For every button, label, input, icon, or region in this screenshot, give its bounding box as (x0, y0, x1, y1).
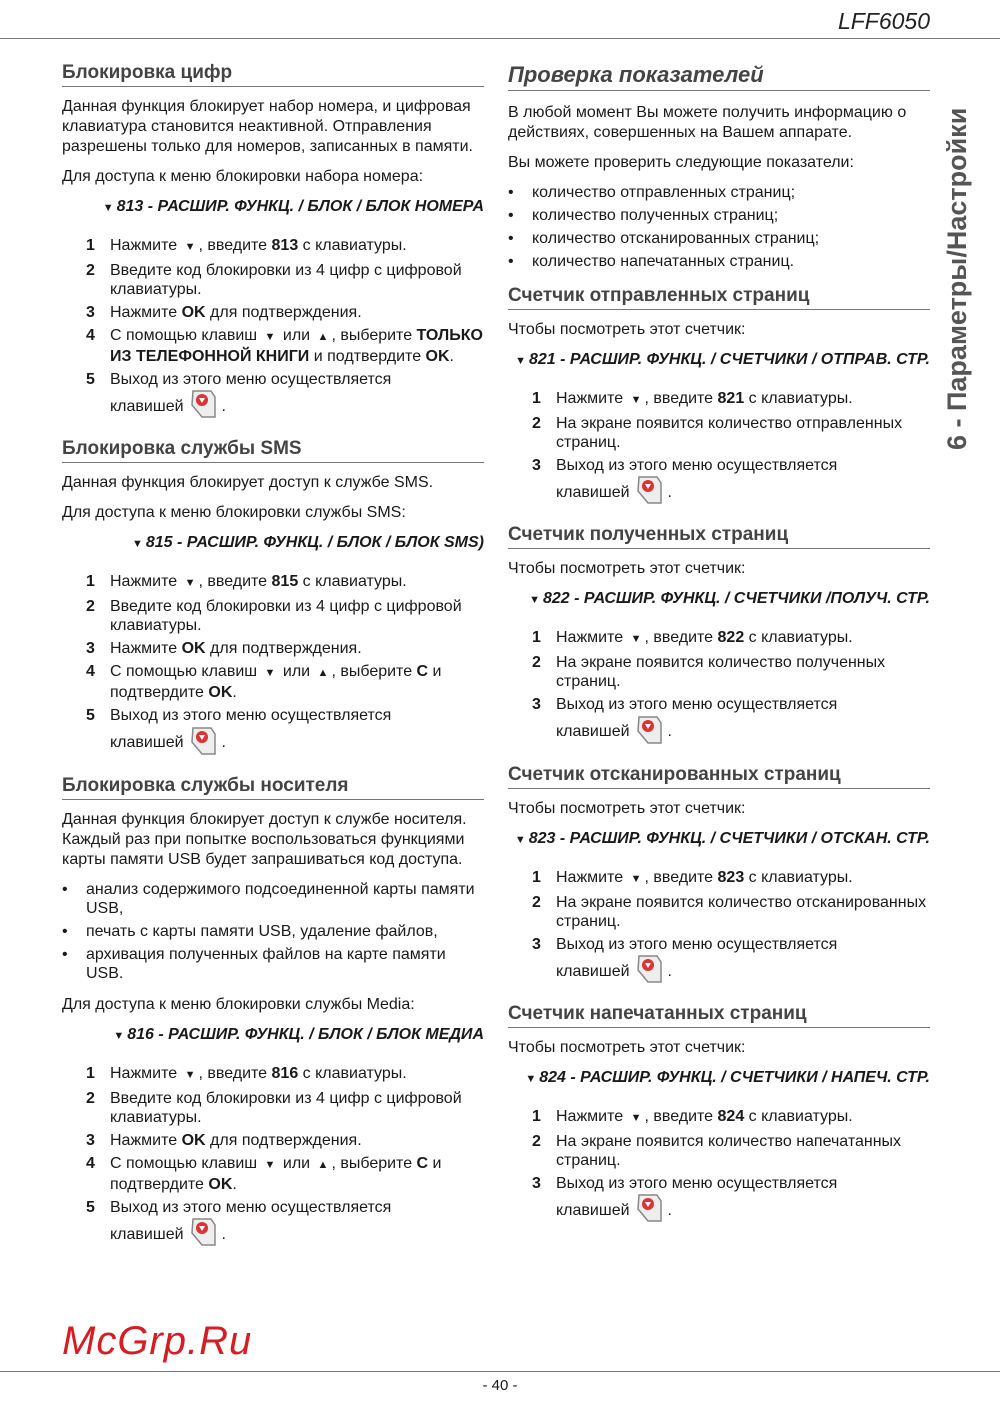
step-text: Выход из этого меню осуществляется (556, 1174, 838, 1192)
step-number: 3 (532, 935, 541, 953)
step-text: Введите код блокировки из 4 цифр с цифровой клавиатуры. (110, 1089, 462, 1126)
bullet-item: • количество полученных страниц; (508, 206, 930, 225)
arrow-down-icon: ▼ (630, 1111, 642, 1124)
section-heading: Блокировка цифр (62, 62, 484, 87)
step-text: Нажмите (110, 1064, 182, 1082)
step-number: 1 (532, 629, 541, 647)
bullet-list (62, 880, 484, 983)
paragraph: Для доступа к меню блокировки набора номера: (62, 168, 424, 185)
menu-path (508, 589, 930, 610)
step-text: На экране появится количество полученных страниц. (556, 654, 886, 691)
menu-path-text: 815 - РАСШИР. ФУНКЦ. / БЛОК / БЛОК SMS) (145, 534, 484, 552)
step-text: На экране появится количество напечатанных страниц. (556, 1132, 902, 1169)
arrow-down-icon: ▼ (529, 594, 540, 607)
steps-list (86, 236, 484, 424)
step-item (86, 326, 484, 366)
menu-path (508, 350, 930, 371)
step-number: 3 (86, 1131, 95, 1149)
menu-path-text: 824 - РАСШИР. ФУНКЦ. / СЧЕТЧИКИ / НАПЕЧ. СТР. (539, 1068, 930, 1086)
steps-list (532, 1107, 930, 1228)
step-number: 2 (532, 1132, 541, 1150)
arrow-down-icon: ▼ (184, 1068, 196, 1081)
step-text: . (221, 734, 226, 752)
menu-path-text: 821 - РАСШИР. ФУНКЦ. / СЧЕТЧИКИ / ОТПРАВ. СТР. (528, 351, 930, 368)
step-text: или (278, 327, 315, 344)
step-text: Нажмите (556, 390, 628, 407)
step-text: Нажмите (110, 640, 182, 658)
step-bold-text: 815 (271, 573, 299, 591)
arrow-up-icon: ▲ (317, 331, 329, 343)
step-item (86, 261, 484, 299)
menu-path (62, 197, 484, 218)
arrow-down-icon: ▼ (184, 241, 196, 253)
section (62, 62, 484, 424)
step-text: . (232, 1175, 237, 1193)
step-number: 2 (86, 262, 95, 279)
step-item (86, 370, 484, 424)
step-number: 3 (86, 304, 95, 321)
right-column (508, 62, 930, 1242)
step-text: или (278, 663, 315, 681)
arrow-up-icon: ▲ (317, 667, 329, 680)
step-number: 4 (86, 1154, 95, 1172)
step-item (86, 303, 484, 322)
step-text: Нажмите (556, 868, 628, 886)
step-item (86, 1089, 484, 1127)
step-text: Выход из этого меню осуществляется (556, 696, 838, 714)
section-heading: Проверка показателей (508, 62, 930, 91)
step-number: 5 (86, 707, 95, 725)
step-text: клавишей (556, 723, 630, 741)
step-text: Нажмите (110, 573, 182, 591)
step-text: На экране появится количество отсканированных страниц. (556, 893, 927, 930)
step-text: Выход из этого меню осуществляется (110, 371, 392, 388)
step-number: 3 (532, 696, 541, 714)
step-text: Нажмите (110, 1131, 182, 1149)
stop-key-icon (190, 389, 216, 424)
step-item (532, 695, 930, 749)
step-number: 1 (532, 868, 541, 886)
steps-list (532, 628, 930, 749)
arrow-down-icon: ▼ (515, 355, 526, 367)
step-text: и подтвердите (309, 348, 426, 365)
paragraph: Чтобы посмотреть этот счетчик: (508, 799, 746, 817)
paragraph: Чтобы посмотреть этот счетчик: (508, 560, 746, 578)
step-text: и подтвердите (110, 663, 442, 702)
step-text: с клавиатуры. (744, 629, 853, 647)
step-item (532, 868, 930, 889)
step-bold-text: 824 (717, 1107, 745, 1125)
step-number: 2 (532, 893, 541, 911)
model-name: LFF6050 (837, 8, 930, 34)
menu-path-text: 816 - РАСШИР. ФУНКЦ. / БЛОК / БЛОК МЕДИА (127, 1025, 484, 1043)
step-item (532, 456, 930, 510)
bullet-item: • количество отправленных страниц; (508, 183, 930, 202)
step-text: клавишей (556, 484, 630, 501)
menu-path (62, 533, 484, 554)
section (62, 438, 484, 760)
section (508, 1003, 930, 1228)
step-text: . (667, 1201, 672, 1219)
step-text: Нажмите (110, 237, 182, 254)
step-text: С помощью клавиш (110, 327, 262, 344)
footer-rule (0, 1371, 1000, 1372)
step-number: 2 (532, 654, 541, 672)
step-number: 3 (532, 1174, 541, 1192)
step-text: . (449, 348, 454, 365)
section (508, 62, 930, 271)
step-bold-text: OK (181, 304, 206, 321)
step-item (86, 1198, 484, 1252)
paragraph: В любой момент Вы можете получить информацию о действиях, совершенных на Вашем аппарате. (508, 104, 907, 141)
step-text: . (232, 684, 237, 702)
step-text: клавишей (110, 734, 184, 752)
arrow-down-icon: ▼ (264, 667, 276, 680)
step-text: . (221, 398, 226, 415)
step-bold-text: OK (181, 640, 206, 658)
step-item (86, 1064, 484, 1085)
section-heading: Блокировка службы SMS (62, 438, 484, 463)
step-bold-text: 816 (271, 1064, 299, 1082)
step-text: с клавиатуры. (744, 868, 853, 886)
menu-path (62, 1025, 484, 1046)
step-text: . (221, 1225, 226, 1243)
stop-key-icon (190, 1217, 216, 1252)
step-number: 5 (86, 1198, 95, 1216)
step-bold-text: OK (181, 1131, 206, 1149)
step-text: Выход из этого меню осуществляется (556, 457, 838, 474)
bullet-item: • количество напечатанных страниц. (508, 252, 930, 271)
bullet-list (508, 183, 930, 271)
menu-path (508, 1068, 930, 1089)
step-number: 1 (86, 237, 95, 254)
step-item (86, 572, 484, 593)
step-bold-text: OK (425, 348, 450, 365)
arrow-down-icon: ▼ (113, 1029, 125, 1042)
step-text: Введите код блокировки из 4 цифр с цифровой клавиатуры. (110, 262, 462, 298)
step-text: , введите (198, 1064, 272, 1082)
stop-key-icon (636, 954, 662, 989)
arrow-down-icon: ▼ (514, 833, 526, 846)
step-text: Нажмите (556, 629, 628, 647)
step-item (532, 935, 930, 989)
left-column (62, 62, 484, 1266)
step-text: На экране появится количество отправленных страниц. (556, 415, 903, 451)
step-item (532, 893, 930, 931)
paragraph: Данная функция блокирует доступ к службе SMS. (62, 474, 434, 492)
section (508, 524, 930, 749)
arrow-down-icon: ▼ (131, 538, 143, 551)
menu-path (508, 829, 930, 850)
section (508, 764, 930, 989)
step-bold-text: 813 (271, 237, 299, 254)
section-heading: Счетчик напечатанных страниц (508, 1003, 930, 1028)
step-bold-text: ТОЛЬКО ИЗ ТЕЛЕФОННОЙ КНИГИ (110, 327, 483, 365)
section (62, 775, 484, 1252)
arrow-down-icon: ▼ (102, 202, 114, 214)
step-text: Нажмите (110, 304, 182, 321)
step-text: С помощью клавиш (110, 663, 262, 681)
step-text: Введите код блокировки из 4 цифр с цифровой клавиатуры. (110, 598, 462, 635)
step-text: Выход из этого меню осуществляется (110, 1198, 392, 1216)
step-text: . (667, 484, 672, 501)
step-text: для подтверждения. (205, 640, 362, 658)
step-text: , выберите (331, 663, 417, 681)
paragraph: Данная функция блокирует набор номера, и цифровая клавиатура становится неактивной. Отправления разрешены только для номеров, записанных в памяти. (62, 98, 473, 155)
step-text: клавишей (110, 398, 184, 415)
step-text: с клавиатуры. (298, 237, 407, 254)
step-number: 3 (532, 457, 541, 474)
step-text: С помощью клавиш (110, 1154, 262, 1172)
step-text: , выберите (331, 327, 417, 344)
paragraph: Для доступа к меню блокировки службы Media: (62, 995, 415, 1013)
step-item (86, 662, 484, 702)
paragraph: Вы можете проверить следующие показатели: (508, 154, 854, 171)
menu-path-text: 813 - РАСШИР. ФУНКЦ. / БЛОК / БЛОК НОМЕРА (116, 198, 484, 215)
stop-key-icon (636, 715, 662, 750)
step-item (532, 414, 930, 452)
step-bold-text: 822 (717, 629, 745, 647)
stop-key-icon (636, 1193, 662, 1228)
paragraph: Данная функция блокирует доступ к службе носителя. Каждый раз при попытке воспользоваться функциями карты памяти USB будет запрашиваться код доступа. (62, 810, 467, 868)
step-bold-text: C (416, 1154, 429, 1172)
step-text: с клавиатуры. (298, 1064, 407, 1082)
step-number: 2 (532, 415, 541, 432)
step-bold-text: C (416, 663, 429, 681)
page-number: - 40 - (482, 1377, 518, 1394)
step-text: . (667, 962, 672, 980)
step-item (532, 628, 930, 649)
step-text: для подтверждения. (205, 1131, 362, 1149)
step-item (532, 1132, 930, 1170)
step-text: или (278, 1154, 315, 1172)
section-heading: Счетчик отсканированных страниц (508, 764, 930, 789)
step-bold-text: OK (208, 684, 233, 702)
step-text: , введите (644, 629, 718, 647)
bullet-item: • архивация полученных файлов на карте памяти USB. (62, 945, 484, 983)
arrow-down-icon: ▼ (525, 1072, 537, 1085)
step-text: Выход из этого меню осуществляется (110, 707, 392, 725)
watermark: McGrp.Ru (62, 1319, 253, 1363)
step-item (86, 706, 484, 760)
step-number: 1 (86, 573, 95, 591)
step-number: 2 (86, 598, 95, 616)
arrow-down-icon: ▼ (184, 577, 196, 590)
bullet-item: • печать с карты памяти USB, удаление файлов, (62, 922, 484, 941)
step-number: 1 (532, 390, 541, 407)
step-text: клавишей (110, 1225, 184, 1243)
step-bold-text: 821 (717, 390, 745, 407)
step-text: с клавиатуры. (298, 573, 407, 591)
steps-list (532, 868, 930, 989)
chapter-tab: 6 - Параметры/Настройки (942, 107, 972, 450)
step-item (532, 389, 930, 410)
section-heading: Блокировка службы носителя (62, 775, 484, 800)
step-item (86, 597, 484, 635)
step-text: клавишей (556, 962, 630, 980)
arrow-down-icon: ▼ (630, 872, 642, 885)
step-text: , введите (198, 237, 272, 254)
step-text: , выберите (331, 1154, 417, 1172)
section-heading: Счетчик отправленных страниц (508, 285, 930, 310)
step-text: для подтверждения. (205, 304, 362, 321)
stop-key-icon (636, 475, 662, 510)
paragraph: Чтобы посмотреть этот счетчик: (508, 1038, 746, 1056)
step-text: , введите (198, 573, 272, 591)
step-item (86, 1154, 484, 1194)
arrow-down-icon: ▼ (264, 331, 276, 343)
step-item (532, 1107, 930, 1128)
menu-path-text: 822 - РАСШИР. ФУНКЦ. / СЧЕТЧИКИ /ПОЛУЧ. СТР. (543, 590, 930, 608)
step-text: с клавиатуры. (744, 390, 853, 407)
header-rule (0, 38, 1000, 39)
section (508, 285, 930, 510)
arrow-up-icon: ▲ (317, 1158, 329, 1171)
bullet-item: • анализ содержимого подсоединенной карты памяти USB, (62, 880, 484, 918)
step-number: 5 (86, 371, 95, 388)
step-text: , введите (644, 1107, 718, 1125)
step-text: клавишей (556, 1201, 630, 1219)
step-item (86, 639, 484, 658)
bullet-item: • количество отсканированных страниц; (508, 229, 930, 248)
step-number: 1 (86, 1064, 95, 1082)
step-number: 2 (86, 1089, 95, 1107)
arrow-down-icon: ▼ (264, 1158, 276, 1171)
steps-list (86, 1064, 484, 1252)
section-heading: Счетчик полученных страниц (508, 524, 930, 549)
step-bold-text: 823 (717, 868, 745, 886)
step-text: Нажмите (556, 1107, 628, 1125)
step-text: , введите (644, 868, 718, 886)
step-item (86, 236, 484, 257)
step-bold-text: OK (208, 1175, 233, 1193)
step-text: . (667, 723, 672, 741)
steps-list (86, 572, 484, 760)
steps-list (532, 389, 930, 510)
paragraph: Для доступа к меню блокировки службы SMS: (62, 504, 406, 522)
step-text: с клавиатуры. (744, 1107, 853, 1125)
step-item (532, 653, 930, 691)
step-text: , введите (644, 390, 718, 407)
menu-path-text: 823 - РАСШИР. ФУНКЦ. / СЧЕТЧИКИ / ОТСКАН. СТР. (528, 829, 930, 847)
step-text: и подтвердите (110, 1154, 442, 1193)
stop-key-icon (190, 726, 216, 761)
arrow-down-icon: ▼ (630, 394, 642, 406)
paragraph: Чтобы посмотреть этот счетчик: (508, 321, 746, 338)
step-item (86, 1131, 484, 1150)
step-number: 3 (86, 640, 95, 658)
step-text: Выход из этого меню осуществляется (556, 935, 838, 953)
step-number: 4 (86, 663, 95, 681)
step-number: 1 (532, 1107, 541, 1125)
arrow-down-icon: ▼ (630, 633, 642, 646)
step-item (532, 1174, 930, 1228)
step-number: 4 (86, 327, 95, 344)
